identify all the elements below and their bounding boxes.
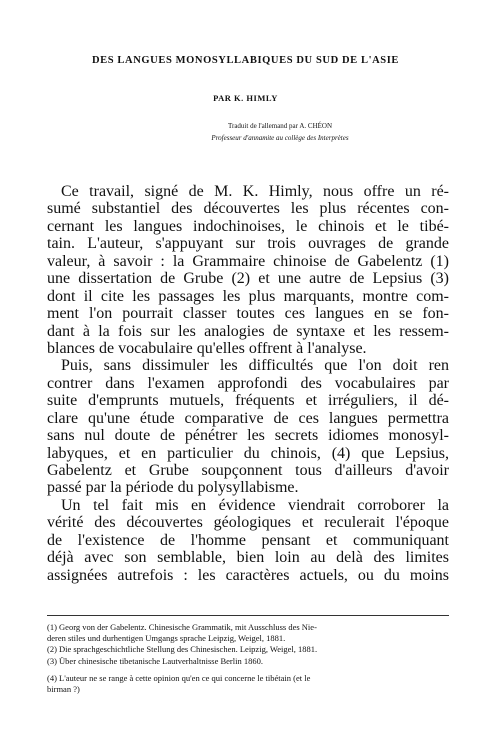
footnote-1: (1) Georg von der Gabelentz. Chinesische Grammatik, mit Ausschluss des Nie- bbox=[47, 622, 317, 632]
body-line: contrer dans l'examen approfondi des vocabulaires par bbox=[47, 374, 449, 392]
body-line: de l'existence de l'homme pensant et communiquant bbox=[47, 531, 449, 549]
footnotes bbox=[47, 622, 451, 695]
footnote-1-continued: deren stiles und durhentigen Umgangs sprache Leipzig, Weigel, 1881. bbox=[47, 633, 286, 644]
body-line: sumé substantiel des découvertes les plus récentes con- bbox=[47, 200, 449, 218]
body-text bbox=[47, 183, 449, 584]
footnote-4-continued: birman ?) bbox=[47, 684, 80, 695]
body-line: clare qu'une étude comparative de ces langues permettra bbox=[47, 409, 449, 427]
body-line: blances de vocabulaire qu'elles offrent à l'analyse. bbox=[47, 339, 367, 357]
footnote-2: (2) Die sprachgeschichtliche Stellung des Chinesischen. Leipzig, Weigel, 1881. bbox=[47, 644, 318, 655]
translator-affiliation: Professeur d'annamite au collège des Interprètes bbox=[211, 134, 349, 142]
body-line: dont il cite les passages les plus marquants, montre com- bbox=[47, 287, 449, 305]
body-line: cernant les langues indochinoises, le chinois et le tibé- bbox=[47, 217, 449, 235]
body-line: déjà avec son semblable, bien loin au delà des limites bbox=[47, 549, 449, 567]
author-line: PAR K. HIMLY bbox=[213, 93, 278, 103]
body-line: tain. L'auteur, s'appuyant sur trois ouvrages de grande bbox=[47, 235, 449, 253]
body-line: ment l'on pourrait classer toutes ces langues en se fon- bbox=[47, 305, 449, 323]
body-line: Gabelentz et Grube soupçonnent tous d'ailleurs d'avoir bbox=[47, 462, 449, 479]
body-line: une dissertation de Grube (2) et une autre de Lepsius (3) bbox=[47, 270, 449, 288]
body-line: suite d'emprunts mutuels, fréquents et irréguliers, il dé- bbox=[47, 392, 449, 410]
footnote-divider bbox=[47, 615, 449, 616]
body-line: labyques, et en particulier du chinois, (4) que Lepsius, bbox=[47, 444, 449, 462]
article-title: DES LANGUES MONOSYLLABIQUES DU SUD DE L'ASIE bbox=[91, 55, 400, 66]
body-line: dant à la fois sur les analogies de syntaxe et les ressem- bbox=[47, 322, 449, 340]
body-line: passé par la période du polysyllabisme. bbox=[47, 479, 299, 497]
body-line: Puis, sans dissimuler les difficultés que l'on doit ren bbox=[61, 357, 449, 375]
body-line: vérité des découvertes géologiques et reculerait l'époque bbox=[47, 514, 449, 532]
body-line: sans nul doute de pénétrer les secrets idiomes monosyl- bbox=[47, 427, 449, 445]
footnote-4: (4) L'auteur ne se range à cette opinion qu'en ce qui concerne le tibétain (et le bbox=[47, 672, 311, 683]
translator-block bbox=[150, 120, 410, 144]
body-line: Un tel fait mis en évidence viendrait corroborer la bbox=[61, 496, 449, 514]
body-line: Ce travail, signé de M. K. Himly, nous offre un ré- bbox=[61, 183, 449, 200]
translator-line: Traduit de l'allemand par A. CHÉON bbox=[227, 122, 333, 130]
body-line: assignées autrefois : les caractères actuels, ou du moins bbox=[47, 566, 449, 584]
footnote-3: (3) Über chinesische tibetanische Lautverhaltnisse Berlin 1860. bbox=[47, 655, 263, 666]
body-line: valeur, à savoir : la Grammaire chinoise de Gabelentz (1) bbox=[47, 252, 449, 270]
